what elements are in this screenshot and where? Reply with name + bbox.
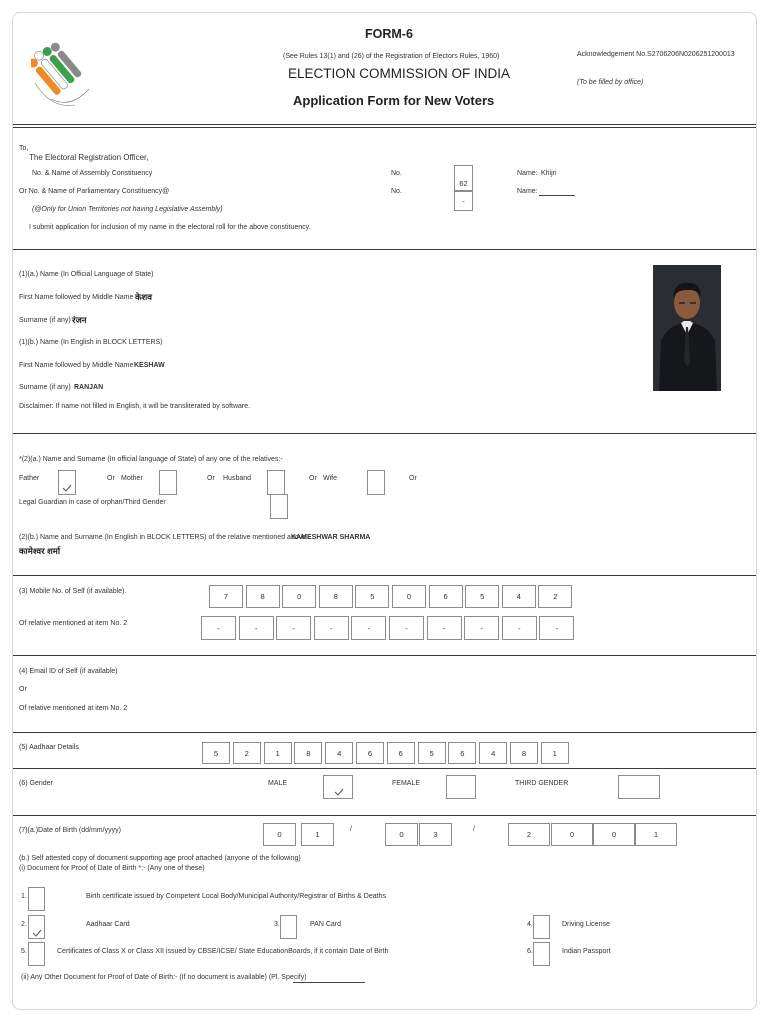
gender-female-checkbox[interactable] [446,775,476,799]
eci-logo [31,33,93,113]
gender-third-label: THIRD GENDER [515,780,569,787]
first-name-en-label: First Name followed by Middle Name [19,362,134,369]
doc6-checkbox[interactable] [533,942,550,966]
aadhaar-digit-box[interactable]: 5 [418,742,446,764]
guardian-label: Legal Guardian in case of orphan/Third Gender [19,499,166,506]
email-or-label: Or [19,686,27,693]
divider [13,433,756,434]
divider [13,655,756,656]
mobile-relative-digit-box[interactable]: - [464,616,499,640]
gender-label: (6) Gender [19,780,53,787]
mother-label: Mother [121,475,143,482]
email-relative-label: Of relative mentioned at item No. 2 [19,705,128,712]
submit-statement: I submit application for inclusion of my name in the electoral roll for the above constituency. [29,224,311,231]
first-name-english: KESHAW [134,362,165,369]
dob-year-box[interactable]: 2 [508,823,550,846]
doc3-label: PAN Card [310,921,341,928]
checkmark-icon [62,484,72,492]
doc2-checkbox[interactable] [28,915,45,939]
parliament-no-field[interactable]: - [454,191,473,211]
proof-label: (b.) Self attested copy of document supporting age proof attached (anyone of the following) [19,855,301,862]
aadhaar-label: (5) Aadhaar Details [19,744,79,751]
mobile-relative-label: Of relative mentioned at item No. 2 [19,620,128,627]
mother-checkbox[interactable] [159,470,177,495]
mobile-digit-box[interactable]: 7 [209,585,243,608]
doc2-number: 2. [21,921,27,928]
mobile-relative-digit-box[interactable]: - [276,616,311,640]
or-label: Or [309,475,317,482]
dob-month-box[interactable]: 0 [385,823,418,846]
parliament-no-label: No. [391,188,402,195]
officer-label: The Electoral Registration Officer, [29,153,149,162]
checkmark-icon [32,929,42,937]
dob-label: (7)(a.)Date of Birth (dd/mm/yyyy) [19,827,121,834]
aadhaar-digit-box[interactable]: 8 [510,742,538,764]
mobile-digit-box[interactable]: 0 [282,585,316,608]
divider [13,249,756,250]
dob-year-box[interactable]: 0 [593,823,635,846]
mobile-relative-digit-box[interactable]: - [389,616,424,640]
relative-english-name: KAMESHWAR SHARMA [291,534,371,541]
assembly-name-value: Khijri [541,170,557,177]
father-label: Father [19,475,40,482]
checkmark-icon [334,788,344,796]
rules-reference: (See Rules 13(1) and (26) of the Registration of Electors Rules, 1960) [283,53,500,60]
to-label: To, [19,145,29,152]
doc3-number: 3. [274,921,280,928]
dob-day-box[interactable]: 0 [263,823,296,846]
form-page [12,12,757,1010]
aadhaar-digit-box[interactable]: 6 [448,742,476,764]
mobile-digit-box[interactable]: 4 [502,585,536,608]
mobile-relative-digit-box[interactable]: - [239,616,274,640]
mobile-relative-digit-box[interactable]: - [427,616,462,640]
other-document-blank[interactable] [293,982,365,983]
or-label: Or [107,475,115,482]
doc3-checkbox[interactable] [280,915,297,939]
email-self-label: (4) Email ID of Self (if available) [19,668,118,675]
english-name-label: (1)(b.) Name (In English in BLOCK LETTERS) [19,339,163,346]
form-title: FORM-6 [365,27,413,41]
dob-month-box[interactable]: 3 [419,823,452,846]
doc6-number: 6. [527,948,533,955]
gender-third-checkbox[interactable] [618,775,660,799]
disclaimer: Disclaimer: If name not filled in English, it will be transliterated by software. [19,403,251,410]
doc5-label: Certificates of Class X or Class XII issued by CBSE/ICSE/ State EducationBoards, if it contain Date of Birth [57,948,389,955]
or-label: Or [207,475,215,482]
assembly-no-field[interactable]: 62 [454,165,473,191]
divider [13,768,756,769]
divider [13,575,756,576]
doc1-label: Birth certificate issued by Competent Local Body/Municipal Authority/Registrar of Births & Deaths [86,893,386,900]
aadhaar-digit-box[interactable]: 8 [294,742,322,764]
wife-label: Wife [323,475,337,482]
parliament-label: Or No. & Name of Parliamentary Constituency@ [19,188,170,195]
aadhaar-digit-box[interactable]: 6 [356,742,384,764]
aadhaar-digit-box[interactable]: 5 [202,742,230,764]
doc6-label: Indian Passport [562,948,611,955]
mobile-digit-box[interactable]: 5 [465,585,499,608]
form-subtitle: Application Form for New Voters [293,93,495,108]
commission-title: ELECTION COMMISSION OF INDIA [288,66,511,81]
aadhaar-digit-box[interactable]: 1 [264,742,292,764]
wife-checkbox[interactable] [367,470,385,495]
dob-year-box[interactable]: 0 [551,823,593,846]
aadhaar-digit-box[interactable]: 4 [479,742,507,764]
dob-separator: / [350,826,352,833]
mobile-relative-digit-box[interactable]: - [351,616,386,640]
dob-separator: / [473,826,475,833]
relative-heading: *(2)(a.) Name and Surname (In official language of State) of any one of the relatives:- [19,456,283,463]
other-document-label: (ii) Any Other Document for Proof of Date of Birth:- (If no document is available) (Pl. Specify) [21,974,307,981]
relative-english-label: (2)(b.) Name and Surname (In English in BLOCK LETTERS) of the relative mentioned above [19,534,307,541]
mobile-relative-digit-box[interactable]: - [539,616,574,640]
dob-day-box[interactable]: 1 [301,823,334,846]
divider [13,815,756,816]
aadhaar-digit-box[interactable]: 4 [325,742,353,764]
first-name-hindi: केशव [135,292,153,302]
mobile-relative-digit-box[interactable]: - [502,616,537,640]
acknowledgement-number: Acknowledgement No.S2706206N0206251200013 [577,51,735,58]
mobile-relative-digit-box[interactable]: - [201,616,236,640]
doc5-number: 5. [21,948,27,955]
parliament-name-blank[interactable] [539,195,575,196]
husband-label: Husband [223,475,252,482]
husband-checkbox[interactable] [267,470,285,495]
surname-label: Surname (if any) [19,317,71,324]
divider [13,127,756,128]
official-name-label: (1)(a.) Name (In Official Language of State) [19,271,154,278]
gender-female-label: FEMALE [392,780,421,787]
surname-english: RANJAN [74,384,104,391]
doc4-checkbox[interactable] [533,915,550,939]
doc4-label: Driving License [562,921,610,928]
guardian-checkbox[interactable] [270,494,288,519]
father-checkbox[interactable] [58,470,76,495]
aadhaar-digit-box[interactable]: 1 [541,742,569,764]
doc4-number: 4. [527,921,533,928]
doc1-number: 1. [21,893,27,900]
mobile-relative-digit-box[interactable]: - [314,616,349,640]
applicant-photo [653,265,721,391]
mobile-digit-box[interactable]: 0 [392,585,426,608]
relative-hindi-name: कामेश्वर शर्मा [19,546,61,556]
assembly-name-label: Name: [517,170,538,177]
aadhaar-digit-box[interactable]: 6 [387,742,415,764]
gender-male-checkbox[interactable] [323,775,353,799]
parliament-name-label: Name: [517,188,538,195]
mobile-digit-box[interactable]: 8 [319,585,353,608]
aadhaar-digit-box[interactable]: 2 [233,742,261,764]
or-label: Or [409,475,417,482]
dob-year-box[interactable]: 1 [635,823,677,846]
divider [13,732,756,733]
ut-note: (@Only for Union Territories not having Legislative Assembly) [32,206,223,213]
surname-en-label: Surname (if any) [19,384,71,391]
assembly-label: No. & Name of Assembly Constituency [32,170,153,177]
mobile-self-label: (3) Mobile No. of Self (if available). [19,588,127,595]
mobile-digit-box[interactable]: 5 [355,585,389,608]
first-name-label: First Name followed by Middle Name [19,294,134,301]
surname-hindi: रंजन [72,315,87,325]
mobile-digit-box[interactable]: 8 [246,585,280,608]
divider [13,124,756,125]
doc2-label: Aadhaar Card [86,921,130,928]
mobile-digit-box[interactable]: 2 [538,585,572,608]
gender-male-label: MALE [268,780,288,787]
assembly-no-label: No. [391,170,402,177]
doc5-checkbox[interactable] [28,942,45,966]
office-note: (To be filled by office) [577,79,644,86]
mobile-digit-box[interactable]: 6 [429,585,463,608]
proof-sub-label: (i) Document for Proof of Date of Birth *:- (Any one of these) [19,865,205,872]
doc1-checkbox[interactable] [28,887,45,911]
